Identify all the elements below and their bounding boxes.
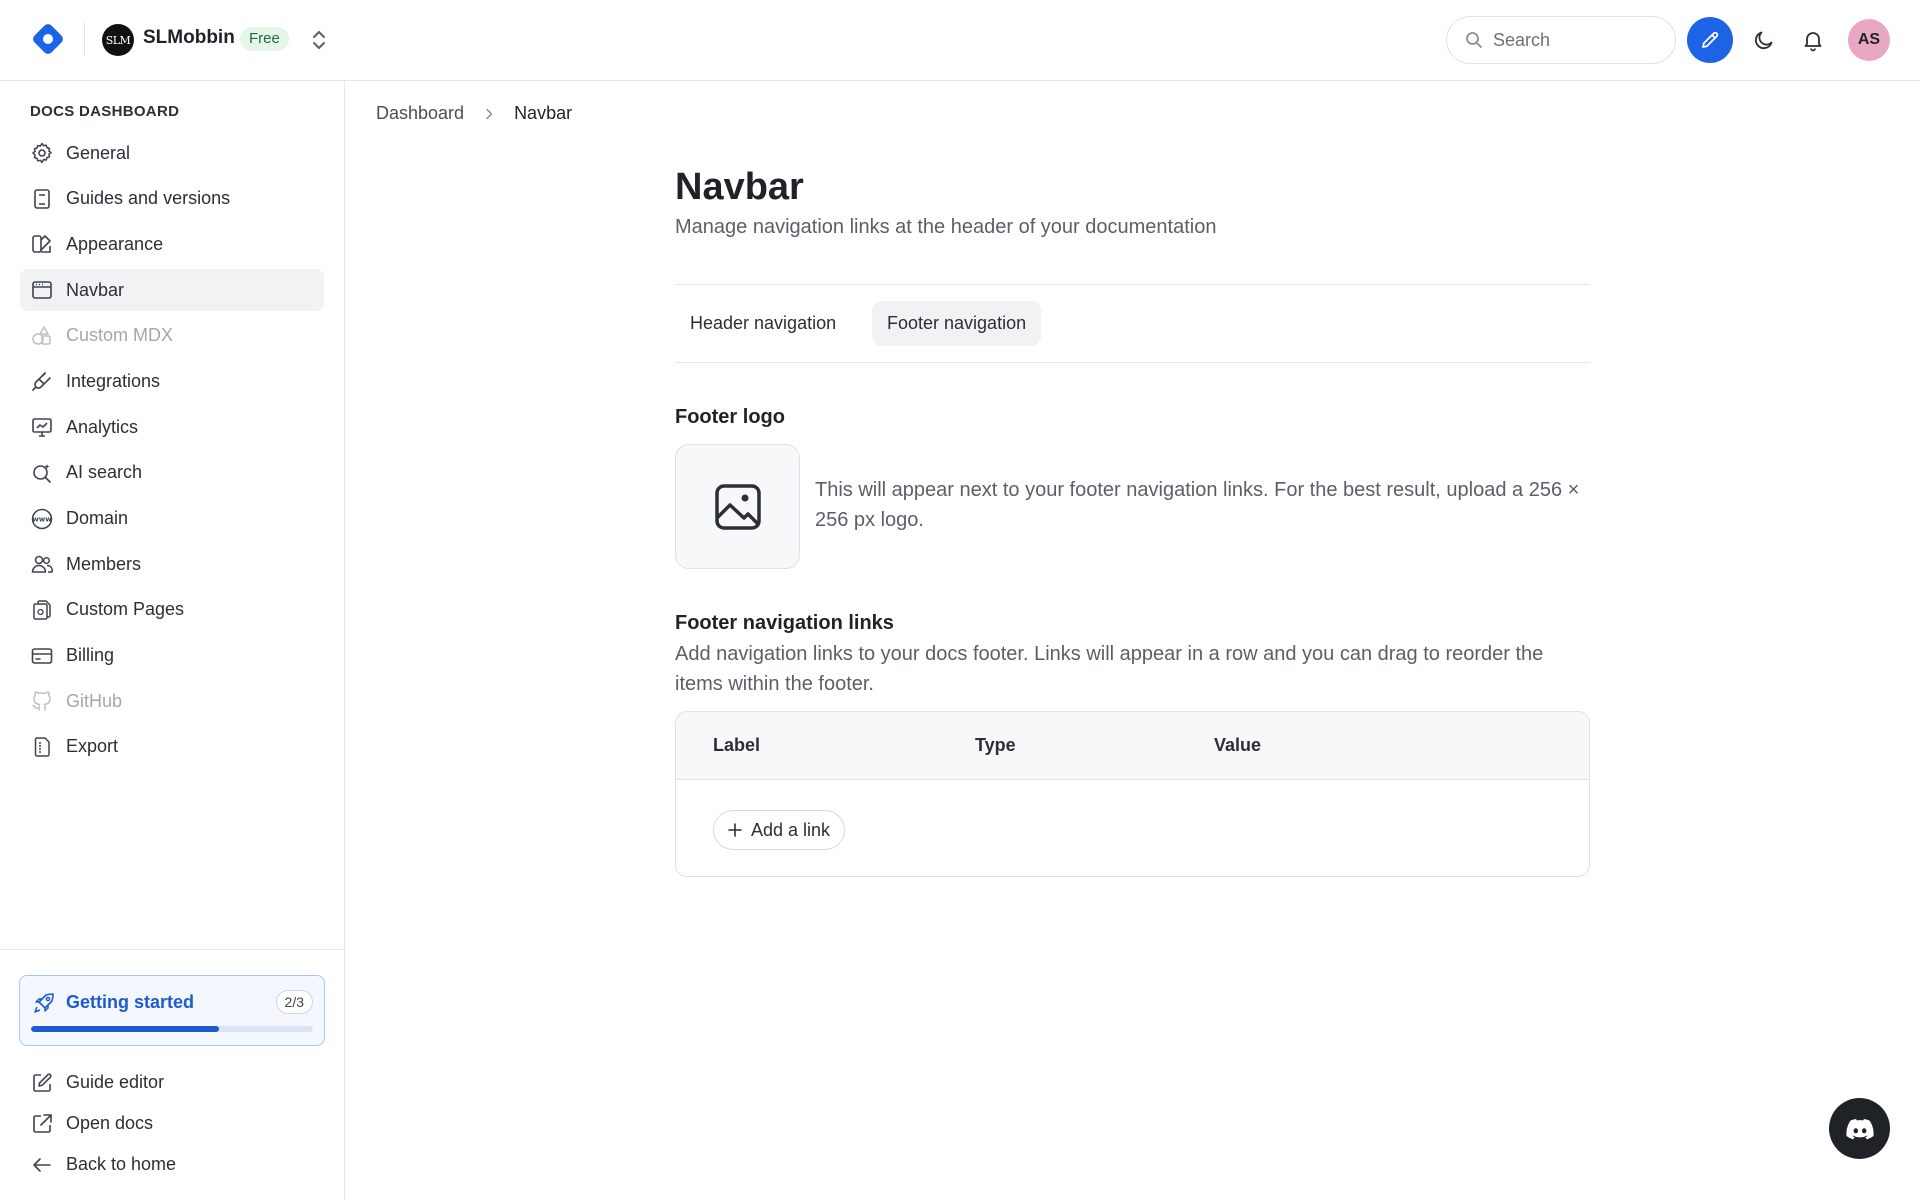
add-link-button[interactable] <box>713 810 845 850</box>
book-icon <box>30 187 54 211</box>
open-docs-label: Open docs <box>66 1113 154 1133</box>
divider <box>675 284 1590 285</box>
app-logo-icon[interactable] <box>30 21 66 57</box>
back-to-home-label: Back to home <box>66 1154 177 1174</box>
sidebar-item-members[interactable] <box>20 543 324 585</box>
tab-header-navigation[interactable]: Header navigation <box>690 313 837 333</box>
sidebar-item-label: GitHub <box>66 690 123 711</box>
palette-icon <box>30 232 54 256</box>
footer-logo-upload[interactable] <box>675 444 800 569</box>
footer-links-title: Footer navigation links <box>675 612 894 634</box>
table-header <box>676 712 1589 780</box>
footer-logo-title: Footer logo <box>675 406 785 428</box>
plug-icon <box>30 369 54 393</box>
theme-toggle-button[interactable] <box>1748 24 1780 56</box>
guide-editor-link[interactable] <box>20 1062 324 1103</box>
sidebar-item-label: Guides and versions <box>66 188 231 209</box>
footer-links-description: Add navigation links to your docs footer. Links will appear in a row and you can drag to reorder the items within the footer. <box>675 643 1544 695</box>
sidebar-item-custom-pages[interactable] <box>20 589 324 631</box>
search-icon <box>1465 31 1483 49</box>
column-header-type: Type <box>975 735 1016 755</box>
sidebar-item-custom-mdx[interactable] <box>20 315 324 357</box>
sidebar-item-export[interactable] <box>20 726 324 768</box>
guide-editor-label: Guide editor <box>66 1072 165 1092</box>
sidebar-item-label: Appearance <box>66 233 164 254</box>
getting-started-label: Getting started <box>66 992 195 1012</box>
sidebar-item-guides[interactable] <box>20 178 324 220</box>
sidebar-item-billing[interactable] <box>20 635 324 677</box>
page-subtitle: Manage navigation links at the header of your documentation <box>675 216 1217 238</box>
footer-links-table <box>675 711 1590 877</box>
sidebar-nav <box>20 132 324 772</box>
user-avatar[interactable]: AS <box>1848 19 1890 61</box>
bell-icon <box>1801 28 1825 52</box>
sidebar-item-label: Domain <box>66 508 129 528</box>
sidebar-item-label: Export <box>66 736 119 757</box>
sidebar-item-github[interactable] <box>20 680 324 722</box>
credit-card-icon <box>30 644 54 668</box>
sidebar-item-label: Members <box>66 553 142 574</box>
add-link-label: Add a link <box>751 819 831 840</box>
github-icon <box>30 689 54 713</box>
sidebar-item-label: General <box>66 142 131 163</box>
sidebar-item-label: Custom Pages <box>66 599 185 620</box>
breadcrumb-dashboard-link[interactable]: Dashboard <box>376 103 465 123</box>
shapes-icon <box>30 324 54 348</box>
sidebar-item-label: AI search <box>66 462 143 483</box>
svg-text:www: www <box>32 515 52 523</box>
image-icon <box>714 483 762 531</box>
sidebar-item-ai-search[interactable] <box>20 452 324 494</box>
edit-button[interactable] <box>1687 17 1733 63</box>
tab-footer-navigation[interactable]: Footer navigation <box>872 301 1041 346</box>
sidebar-item-label: Navbar <box>66 279 125 300</box>
discord-icon <box>1845 1117 1875 1141</box>
chevron-up-down-icon[interactable] <box>308 26 330 54</box>
getting-started-count: 2/3 <box>276 990 313 1014</box>
getting-started-progress <box>31 1026 313 1032</box>
sidebar-item-navbar[interactable] <box>20 269 324 311</box>
rocket-icon <box>32 991 56 1015</box>
getting-started-card[interactable] <box>19 975 325 1046</box>
moon-icon <box>1752 28 1776 52</box>
pages-icon <box>30 598 54 622</box>
chart-monitor-icon <box>30 415 54 439</box>
column-header-label: Label <box>713 735 761 755</box>
gear-icon <box>30 141 54 165</box>
sidebar-bottom-links <box>20 1062 324 1185</box>
plus-icon <box>728 823 742 837</box>
sidebar-item-label: Integrations <box>66 370 161 391</box>
sidebar-item-general[interactable] <box>20 132 324 174</box>
sidebar-item-analytics[interactable] <box>20 406 324 448</box>
footer-logo-hint: This will appear next to your footer navigation links. For the best result, upload a 256 × 256 px logo. <box>815 479 1580 531</box>
edit-square-icon <box>30 1071 54 1095</box>
sidebar-item-label: Custom MDX <box>66 325 174 346</box>
top-bar <box>0 0 1920 81</box>
chevron-right-icon <box>482 107 496 121</box>
org-avatar[interactable]: SLM <box>102 24 134 56</box>
breadcrumb <box>376 103 572 124</box>
org-name[interactable]: SLMobbin <box>143 27 235 48</box>
back-to-home-link[interactable] <box>20 1144 324 1185</box>
ai-search-icon <box>30 461 54 485</box>
notifications-button[interactable] <box>1797 24 1829 56</box>
plan-badge: Free <box>240 27 289 51</box>
file-export-icon <box>30 735 54 759</box>
users-icon <box>30 552 54 576</box>
sidebar <box>0 81 345 1200</box>
open-docs-link[interactable] <box>20 1103 324 1144</box>
page-title: Navbar <box>675 166 804 208</box>
discord-chat-button[interactable] <box>1829 1098 1890 1159</box>
sidebar-item-label: Analytics <box>66 416 139 437</box>
arrow-left-icon <box>30 1153 54 1177</box>
sidebar-section-title: DOCS DASHBOARD <box>30 103 180 120</box>
search-input[interactable] <box>1493 30 1643 51</box>
search-box[interactable] <box>1446 16 1676 64</box>
pencil-icon <box>1699 29 1721 51</box>
header-divider <box>84 22 85 56</box>
globe-www-icon <box>30 507 54 531</box>
sidebar-item-label: Billing <box>66 645 115 666</box>
sidebar-item-appearance[interactable] <box>20 223 324 265</box>
browser-window-icon <box>30 278 54 302</box>
sidebar-footer <box>0 949 344 1200</box>
progress-fill <box>31 1026 219 1032</box>
column-header-value: Value <box>1214 735 1262 755</box>
divider <box>675 362 1590 363</box>
sidebar-item-integrations[interactable] <box>20 360 324 402</box>
breadcrumb-current: Navbar <box>514 103 573 123</box>
sidebar-item-domain[interactable] <box>20 498 324 540</box>
external-link-icon <box>30 1112 54 1136</box>
